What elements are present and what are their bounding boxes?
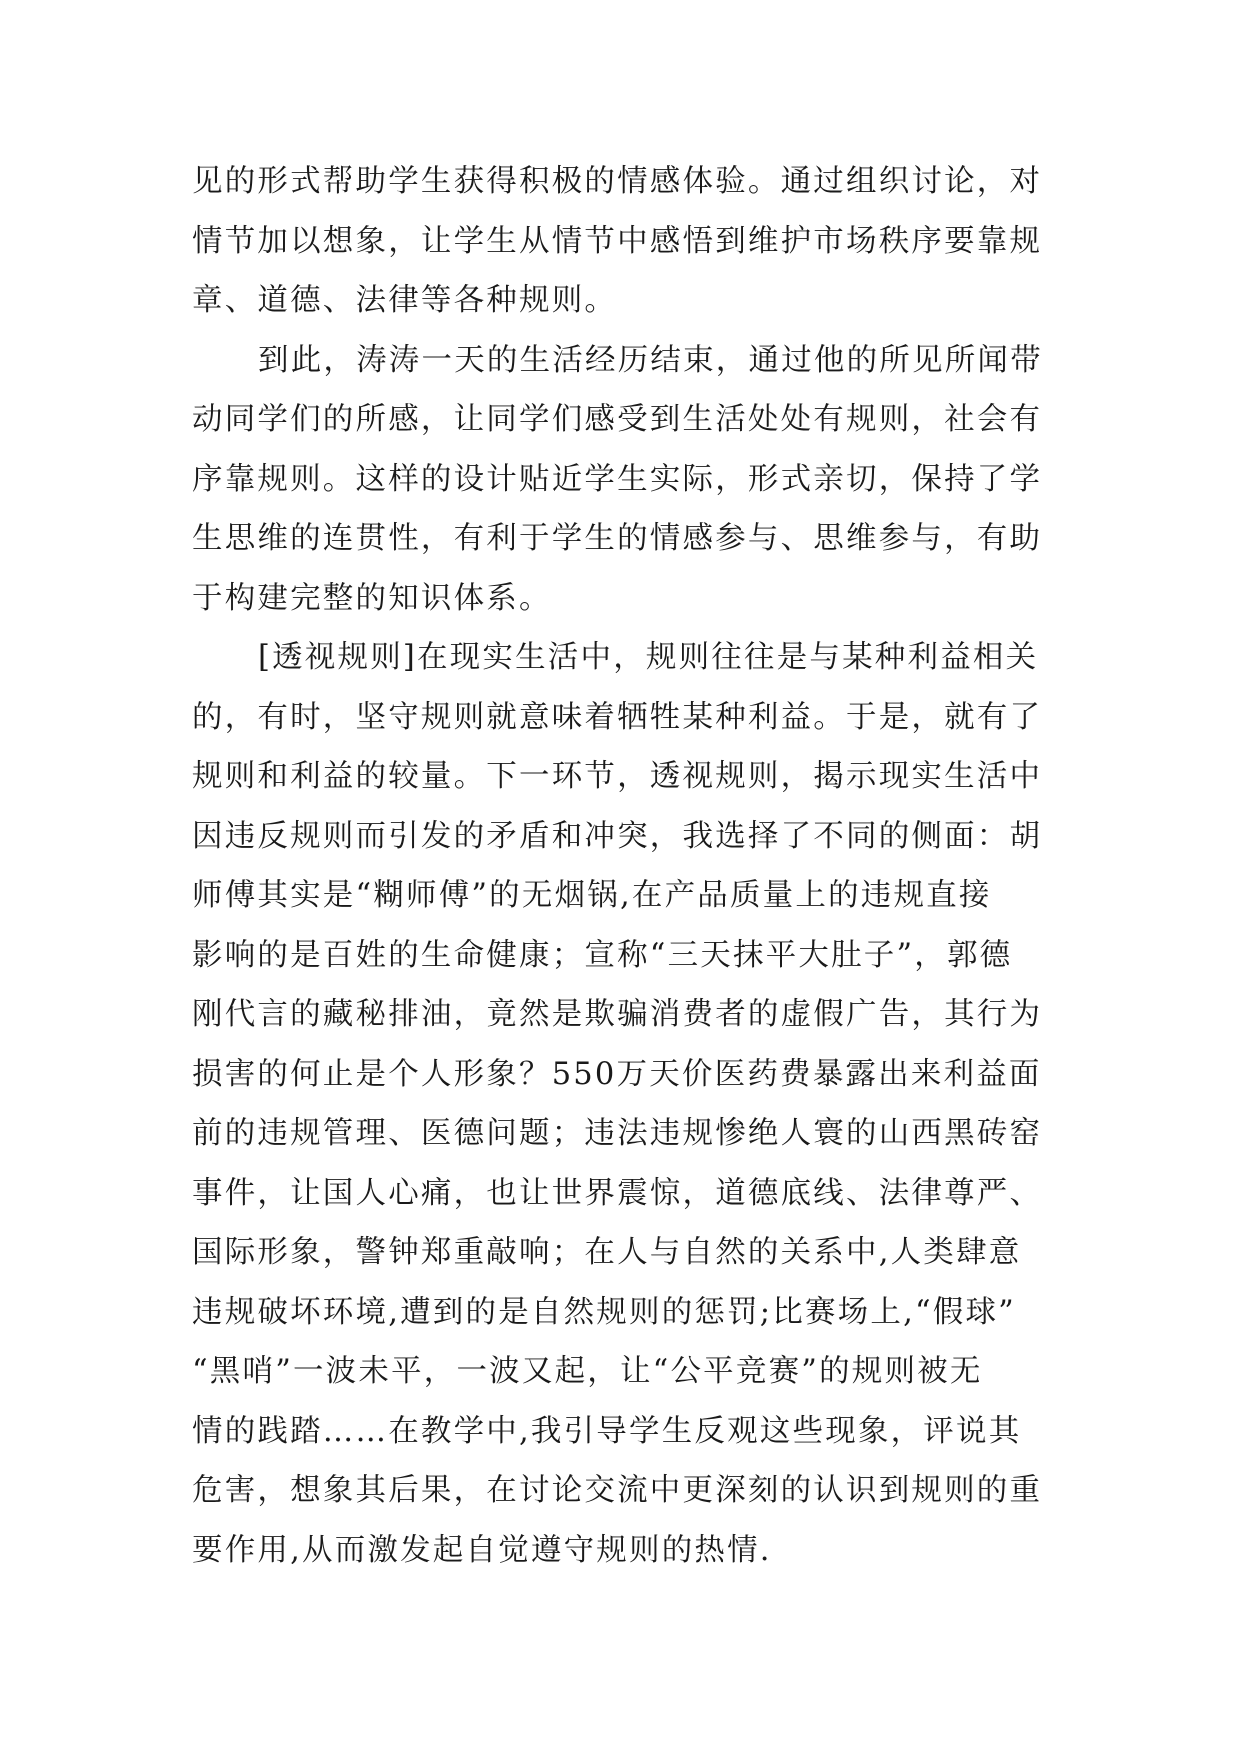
text-line: 到此，涛涛一天的生活经历结束，通过他的所见所闻带 [258,342,1043,378]
text-line: 生思维的连贯性，有利于学生的情感参与、思维参与，有助 [192,521,1043,556]
text-line: 见的形式帮助学生获得积极的情感体验。通过组织讨论，对 [192,164,1043,199]
text-line: 规则和利益的较量。下一环节，透视规则，揭示现实生活中 [192,759,1043,794]
text-line: “黑哨”一波未平，一波又起，让“公平竞赛”的规则被无 [192,1354,983,1389]
text-line: 的，有时，坚守规则就意味着牺牲某种利益。于是，就有了 [192,699,1043,735]
text-line: 违规破坏环境,遭到的是自然规则的惩罚;比赛场上,“假球” [192,1294,1016,1330]
body-text [192,152,1052,1580]
text-line: [透视规则]在现实生活中，规则往往是与某种利益相关 [258,640,1039,675]
text-line: 因违反规则而引发的矛盾和冲突，我选择了不同的侧面：胡 [192,818,1043,854]
text-line: 情的践踏……在教学中,我引导学生反观这些现象，评说其 [192,1413,1022,1449]
text-line: 于构建完整的知识体系。 [192,580,552,616]
text-line: 事件，让国人心痛，也让世界震惊，道德底线、法律尊严、 [192,1175,1043,1211]
text-line: 国际形象，警钟郑重敲响；在人与自然的关系中,人类肆意 [192,1235,1022,1270]
text-line: 师傅其实是“糊师傅”的无烟锅,在产品质量上的违规直接 [192,878,992,913]
text-line: 动同学们的所感，让同学们感受到生活处处有规则，社会有 [192,402,1043,437]
text-line: 前的违规管理、医德问题；违法违规惨绝人寰的山西黑砖窑 [192,1116,1043,1151]
text-line: 章、道德、法律等各种规则。 [192,283,618,318]
text-line: 危害，想象其后果，在讨论交流中更深刻的认识到规则的重 [192,1473,1043,1508]
text-line: 序靠规则。这样的设计贴近学生实际，形式亲切，保持了学 [192,461,1043,497]
text-line: 影响的是百姓的生命健康；宣称“三天抹平大肚子”，郭德 [192,937,1013,973]
text-line: 情节加以想象，让学生从情节中感悟到维护市场秩序要靠规 [192,223,1043,259]
text-line: 要作用,从而激发起自觉遵守规则的热情. [192,1532,772,1568]
text-line: 刚代言的藏秘排油，竟然是欺骗消费者的虚假广告，其行为 [192,997,1043,1032]
text-line: 损害的何止是个人形象？550万天价医药费暴露出来利益面 [192,1056,1042,1092]
